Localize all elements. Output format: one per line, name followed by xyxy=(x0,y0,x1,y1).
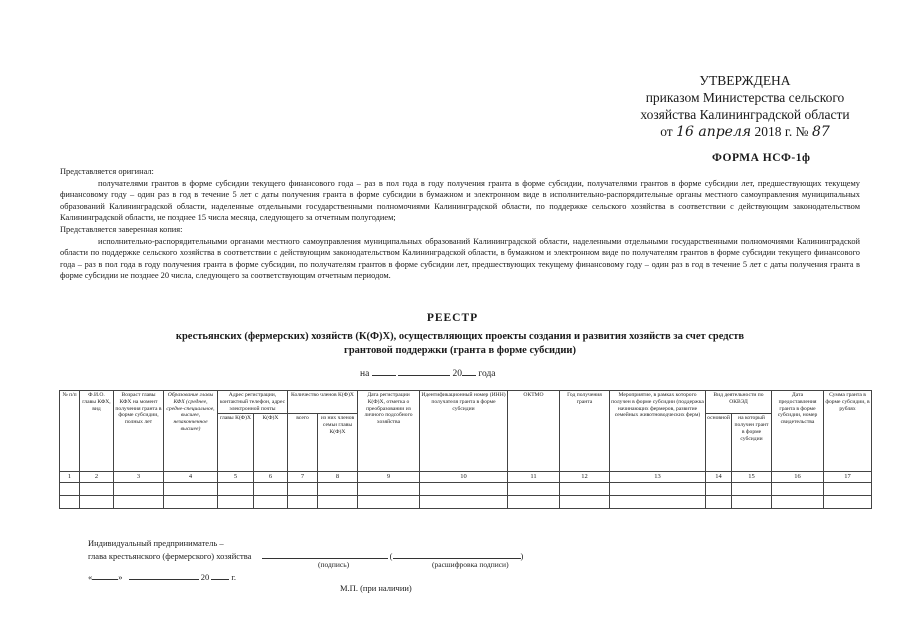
form-code: ФОРМА НСФ-1ф xyxy=(712,152,811,164)
sign-century: 20 xyxy=(200,572,210,582)
approval-heading: УТВЕРЖДЕНА xyxy=(699,73,791,88)
header-members-family: из них членов семьи главы К(Ф)Х xyxy=(318,414,358,472)
date-suffix: года xyxy=(478,369,496,379)
column-number: 14 xyxy=(706,472,732,483)
handwritten-date: 16 апреля xyxy=(676,124,752,140)
column-number: 4 xyxy=(164,472,218,483)
sign-year-suffix: г. xyxy=(231,572,237,582)
header-members-total: всего xyxy=(288,414,318,472)
approval-ministry-line: хозяйства Калининградской области xyxy=(640,107,850,122)
date-quote-open: « xyxy=(88,572,93,582)
column-number: 15 xyxy=(732,472,772,483)
header-grant-date: Дата предоставления гранта в форме субсидии, номер свидетельства xyxy=(772,391,824,472)
column-number: 2 xyxy=(80,472,114,483)
column-number: 13 xyxy=(610,472,706,483)
approval-year: 2018 г. № xyxy=(754,124,809,139)
header-address-head: главы К(Ф)Х xyxy=(218,414,254,472)
signature-role-line1: Индивидуальный предприниматель – xyxy=(88,538,224,548)
header-inn: Идентификационный номер (ИНН) получателя гранта в форме субсидии xyxy=(420,391,508,472)
date-prefix: на xyxy=(360,369,370,379)
registry-title: РЕЕСТР xyxy=(426,312,479,324)
column-number: 7 xyxy=(288,472,318,483)
header-okved-grant: на который получен грант в форме субсидии xyxy=(732,414,772,472)
header-okved-main: основной xyxy=(706,414,732,472)
date-year-blank[interactable] xyxy=(462,366,476,376)
column-numbers-row xyxy=(60,472,872,483)
header-address-kfh: К(Ф)Х xyxy=(254,414,288,472)
header-grant-year: Год получения гранта xyxy=(560,391,610,472)
header-number: № п/п xyxy=(60,391,80,472)
header-grant-sum: Сумма гранта в форме субсидии, в рублях xyxy=(824,391,872,472)
signature-block xyxy=(88,537,523,562)
approval-date-line xyxy=(600,123,890,141)
header-measure: Мероприятие, в рамках которого получен в форме субсидии (поддержка начинающих фермеров, развитие семейных животноводческих ферм) xyxy=(610,391,706,472)
signature-role-text: глава крестьянского (фермерского) хозяйства xyxy=(88,551,252,561)
signature-date-line xyxy=(88,570,236,582)
table-row xyxy=(60,496,872,509)
sign-month-field[interactable] xyxy=(129,570,199,580)
column-number: 9 xyxy=(358,472,420,483)
table-row xyxy=(60,483,872,496)
handwritten-number: 87 xyxy=(811,124,830,140)
header-okved: Вид деятельности по ОКВЭД xyxy=(706,391,772,414)
close-paren: ) xyxy=(520,551,524,561)
intro-original-heading: Представляется оригинал: xyxy=(60,167,154,176)
intro-text xyxy=(60,166,860,282)
header-address: Адрес регистрации, контактный телефон, адрес электронной почты xyxy=(218,391,288,414)
registry-table xyxy=(59,390,872,509)
column-number: 3 xyxy=(114,472,164,483)
signature-decoding-field[interactable] xyxy=(393,549,521,559)
intro-copy-text: исполнительно-распорядительными органами местного самоуправления муниципальных образований Калининградской области, наделенными отдельными государственными полномочиями Калининградской области по поддержке сельского хозяйства в соответствии с действующим законодательством Калининградской области, в бумажном и электронном виде по получателям грантов в форме субсидии текущего финансового года – раз в пол года в году получения гранта в форме субсидии, по получателям грантов в форме субсидии лет, предшествующих текущему финансовому году – один раз в год в течение 5 лет с даты получения гранта в форме субсидии не позднее 20 числа, следующего за соответствующим отчетным периодом. xyxy=(60,236,860,281)
column-number: 1 xyxy=(60,472,80,483)
column-number: 8 xyxy=(318,472,358,483)
approval-order-line: приказом Министерства сельского xyxy=(645,90,845,105)
column-number: 12 xyxy=(560,472,610,483)
approval-block xyxy=(600,72,890,141)
stamp-place: М.П. (при наличии) xyxy=(340,583,412,593)
date-century: 20 xyxy=(452,369,462,379)
decoding-caption: (расшифровка подписи) xyxy=(432,560,509,569)
header-registration-date: Дата регистрации К(Ф)Х, отметка о преобразовании из личного подсобного хозяйства xyxy=(358,391,420,472)
registry-date-line xyxy=(360,366,496,379)
open-paren: ( xyxy=(389,551,393,561)
header-age: Возраст главы КФХ на момент получения гранта в форме субсидии, полных лет xyxy=(114,391,164,472)
approval-date-prefix: от xyxy=(660,124,673,139)
sign-year-field[interactable] xyxy=(211,570,229,580)
column-number: 5 xyxy=(218,472,254,483)
column-number: 6 xyxy=(254,472,288,483)
date-month-blank[interactable] xyxy=(398,366,450,376)
signature-caption: (подпись) xyxy=(318,560,350,569)
column-number: 17 xyxy=(824,472,872,483)
date-day-blank[interactable] xyxy=(372,366,396,376)
sign-day-field[interactable] xyxy=(92,570,118,580)
column-number: 10 xyxy=(420,472,508,483)
intro-original-text: получателями грантов в форме субсидии текущего финансового года – раз в пол года в году получения гранта в форме субсидии, получателями грантов в форме субсидии лет, предшествующих текущему финансовому году – один раз в год в течение 5 лет с даты получения гранта в форме субсидии в бумажном и электронном виде в исполнительно-распорядительные органы местного самоуправления муниципальных образований Калининградской области, наделенные отдельными государственными полномочиями Калининградской области, по поддержке сельского хозяйства в соответствии с действующим законодательством Калининградской области, не позднее 15 числа месяца, следующего за отчетным полугодием; xyxy=(60,178,860,223)
header-oktmo: ОКТМО xyxy=(508,391,560,472)
signature-field[interactable] xyxy=(262,549,388,559)
column-number: 11 xyxy=(508,472,560,483)
header-education: Образование главы КФХ (среднее, средне-специальное, высшее, незаконченное высшее) xyxy=(164,391,218,472)
registry-subtitle: крестьянских (фермерских) хозяйств (К(Ф)Х), осуществляющих проекты создания и развития хозяйств за счет средств грантовой поддержки (гранта в форме субсидии) xyxy=(175,331,745,356)
intro-copy-heading: Представляется заверенная копия: xyxy=(60,224,183,234)
header-members: Количество членов К(Ф)Х xyxy=(288,391,358,414)
column-number: 16 xyxy=(772,472,824,483)
date-quote-close: » xyxy=(118,572,123,582)
header-fio: Ф.И.О. главы КФХ, вид xyxy=(80,391,114,472)
